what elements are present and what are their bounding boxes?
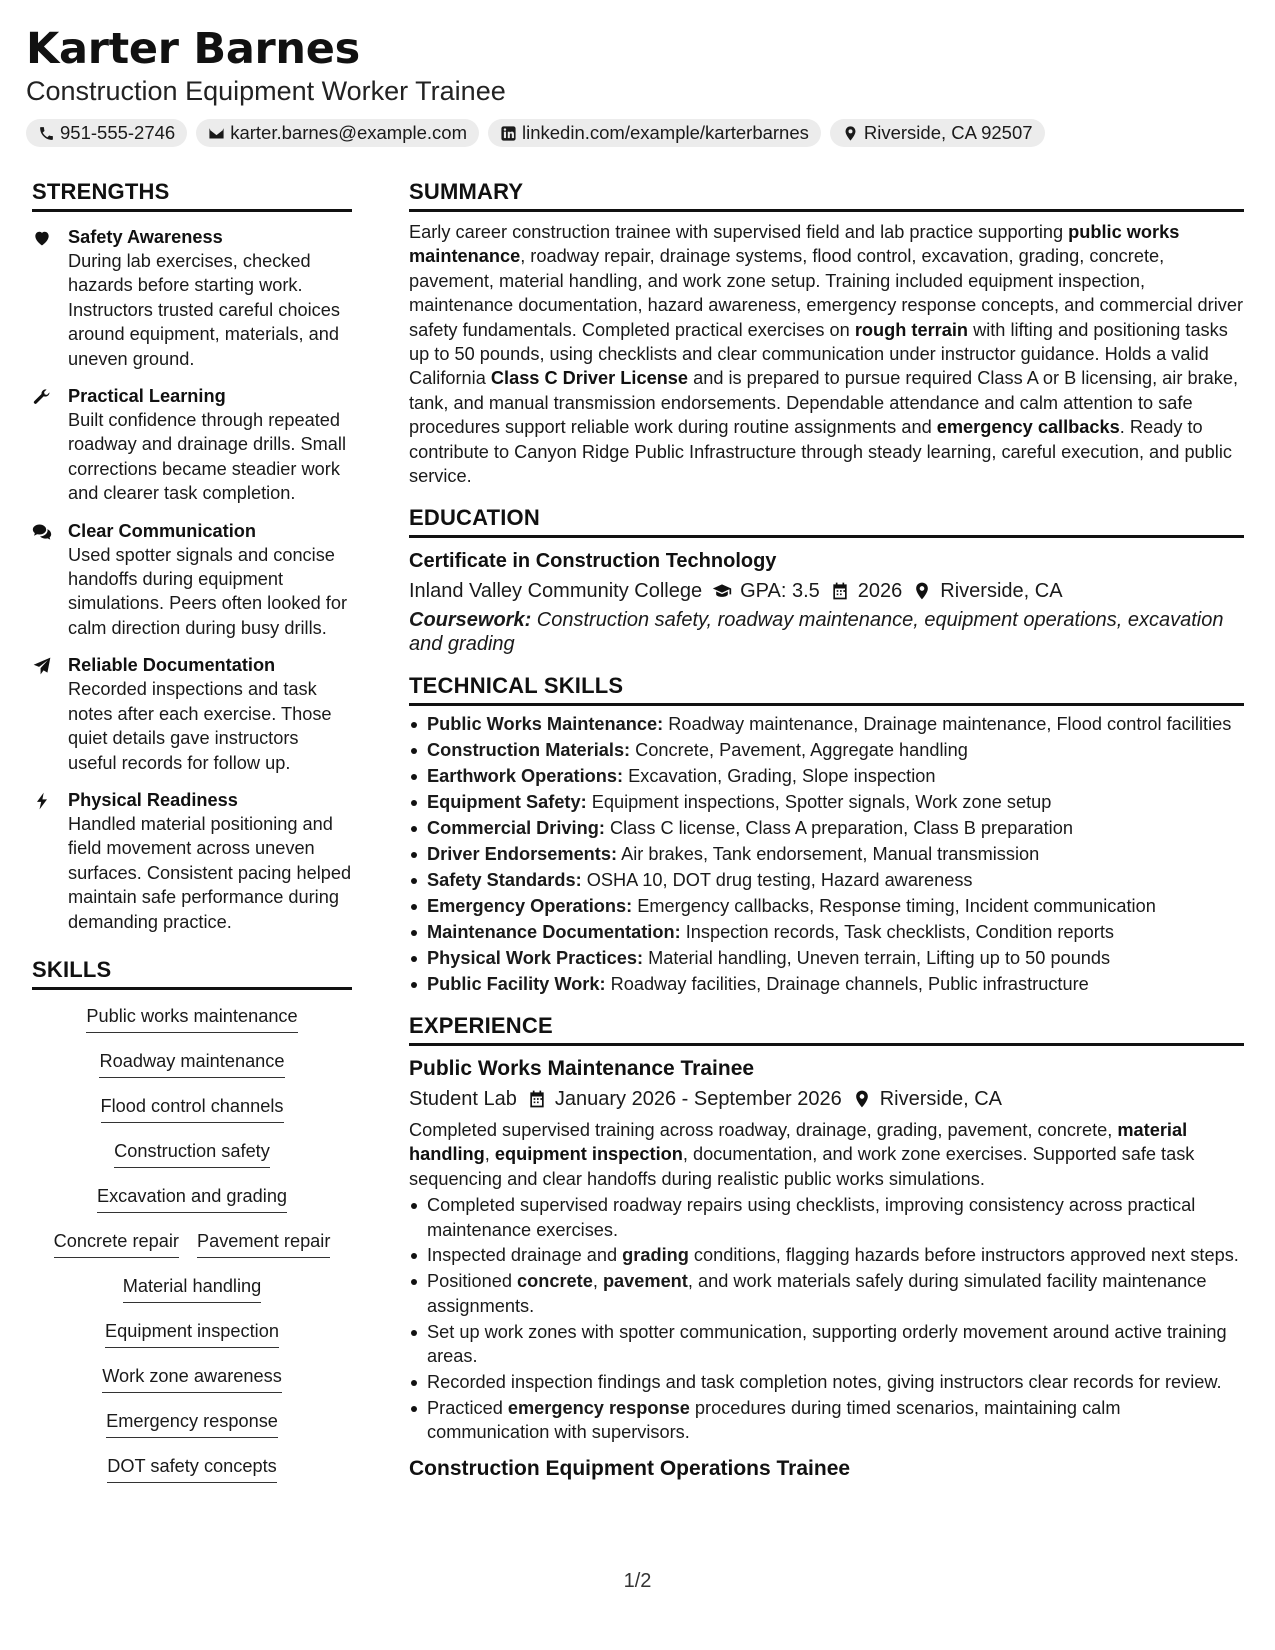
job-org: Student Lab	[409, 1087, 517, 1110]
list-item: Practiced emergency response procedures during timed scenarios, maintaining calm communication with supervisors.	[409, 1396, 1244, 1445]
contact-bar	[26, 119, 1246, 147]
location-pill[interactable]	[830, 119, 1045, 147]
list-item: Driver Endorsements: Air brakes, Tank endorsement, Manual transmission	[409, 842, 1244, 866]
calendar-icon	[527, 1089, 547, 1109]
list-item: Public Facility Work: Roadway facilities, Drainage channels, Public infrastructure	[409, 972, 1244, 996]
email-pill[interactable]	[196, 119, 479, 147]
job-dates: January 2026 - September 2026	[554, 1087, 842, 1110]
page-number: 1/2	[623, 1570, 652, 1592]
list-item: Commercial Driving: Class C license, Class A preparation, Class B preparation	[409, 816, 1244, 840]
job-location: Riverside, CA	[879, 1087, 1002, 1110]
school-location: Riverside, CA	[940, 580, 1063, 603]
list-item: Equipment Safety: Equipment inspections, Spotter signals, Work zone setup	[409, 790, 1244, 814]
skill-tag: Equipment inspection	[105, 1319, 279, 1348]
list-item: Emergency Operations: Emergency callbacks, Response timing, Incident communication	[409, 894, 1244, 918]
school-name: Inland Valley Community College	[409, 580, 703, 603]
right-column	[409, 178, 1244, 1482]
list-item: Positioned concrete, pavement, and work materials safely during simulated facility maintenance assignments.	[409, 1269, 1244, 1318]
calendar-icon	[830, 581, 850, 601]
education-meta	[409, 577, 1244, 605]
strength-item	[32, 653, 352, 775]
resume-header	[26, 24, 1246, 147]
linkedin-icon	[500, 125, 517, 142]
skill-tag: Material handling	[123, 1274, 262, 1303]
list-item: Completed supervised roadway repairs using checklists, improving consistency across practical maintenance exercises.	[409, 1193, 1244, 1242]
candidate-name: Karter Barnes	[26, 24, 360, 74]
bolt-icon	[32, 791, 52, 811]
phone-text: 951-555-2746	[60, 122, 176, 143]
map-pin-icon	[852, 1089, 872, 1109]
job-title: Public Works Maintenance Trainee	[409, 1056, 755, 1080]
education-heading: EDUCATION	[409, 504, 1244, 538]
wrench-icon	[32, 387, 52, 407]
strength-desc: Used spotter signals and concise handoffs during equipment simulations. Peers often looked for calm direction during busy drills.	[68, 544, 348, 638]
linkedin-pill[interactable]	[488, 119, 821, 147]
heart-icon	[32, 228, 52, 248]
experience-section	[409, 1012, 1244, 1482]
list-item: Construction Materials: Concrete, Pavement, Aggregate handling	[409, 738, 1244, 762]
coursework: Coursework: Construction safety, roadway maintenance, equipment operations, excavation and grading	[409, 609, 1224, 656]
phone-icon	[38, 125, 55, 142]
technical-skills-list	[409, 712, 1244, 995]
location-text: Riverside, CA 92507	[863, 122, 1033, 143]
strength-item	[32, 788, 352, 934]
strengths-heading: STRENGTHS	[32, 178, 352, 212]
grad-year: 2026	[857, 580, 903, 603]
strength-title: Safety Awareness	[68, 227, 223, 247]
strength-item	[32, 225, 352, 371]
list-item: Recorded inspection findings and task completion notes, giving instructors clear records for review.	[409, 1370, 1244, 1394]
skill-tag: DOT safety concepts	[107, 1454, 277, 1483]
candidate-title: Construction Equipment Worker Trainee	[26, 76, 506, 106]
job-bullets	[409, 1193, 1244, 1445]
comments-icon	[32, 522, 52, 542]
strength-title: Physical Readiness	[68, 789, 238, 810]
email-text: karter.barnes@example.com	[230, 122, 467, 143]
linkedin-text: linkedin.com/example/karterbarnes	[522, 122, 809, 143]
skill-tag: Work zone awareness	[102, 1364, 282, 1393]
list-item: Inspected drainage and grading conditions, flagging hazards before instructors approved next steps.	[409, 1243, 1244, 1267]
strength-desc: Handled material positioning and field movement across uneven surfaces. Consistent pacing helped maintain safe performance during demanding practice.	[68, 813, 352, 932]
map-pin-icon	[912, 581, 932, 601]
skill-tag: Construction safety	[114, 1139, 270, 1168]
strength-item	[32, 384, 352, 506]
list-item: Safety Standards: OSHA 10, DOT drug testing, Hazard awareness	[409, 868, 1244, 892]
strength-item	[32, 519, 352, 641]
education-section	[409, 504, 1244, 656]
skill-tag: Roadway maintenance	[99, 1049, 284, 1078]
technical-skills-section	[409, 672, 1244, 995]
gpa: GPA: 3.5	[740, 580, 820, 603]
list-item: Physical Work Practices: Material handling, Uneven terrain, Lifting up to 50 pounds	[409, 946, 1244, 970]
list-item: Set up work zones with spotter communication, supporting orderly movement around active training areas.	[409, 1320, 1244, 1369]
skill-tag: Emergency response	[106, 1409, 278, 1438]
list-item: Maintenance Documentation: Inspection records, Task checklists, Condition reports	[409, 920, 1244, 944]
experience-heading: EXPERIENCE	[409, 1012, 1244, 1046]
left-column	[32, 178, 352, 1499]
job-title: Construction Equipment Operations Trainee	[409, 1456, 851, 1480]
strength-title: Reliable Documentation	[68, 655, 276, 676]
list-item: Earthwork Operations: Excavation, Grading, Slope inspection	[409, 764, 1244, 788]
degree-title: Certificate in Construction Technology	[409, 550, 777, 573]
skills-section	[32, 956, 352, 1499]
skills-heading: SKILLS	[32, 956, 352, 990]
skill-tag: Public works maintenance	[86, 1004, 297, 1033]
envelope-icon	[208, 125, 225, 142]
phone-pill[interactable]	[26, 119, 187, 147]
job-intro: Completed supervised training across roadway, drainage, grading, pavement, concrete, material handling, equipment inspection, documentation, and work zone exercises. Supported safe task sequencing and clear handoffs during realistic public works simulations.	[409, 1119, 1195, 1189]
summary-heading: SUMMARY	[409, 178, 1244, 212]
strength-title: Clear Communication	[68, 520, 256, 541]
summary-text: Early career construction trainee with supervised field and lab practice supporting public works maintenance, roadway repair, drainage systems, flood control, excavation, grading, concrete, pavement, material handling, and work zone setup. Training included equipment inspection, maintenance documentation, hazard awareness, emergency response concepts, and commercial driver safety fundamentals. Completed practical exercises on rough terrain with lifting and positioning tasks up to 50 pounds, using checklists and clear communication under instructor guidance. Holds a valid California Class C Driver License and is prepared to pursue required Class A or B licensing, air brake, tank, and manual transmission endorsements. Dependable attendance and calm attention to safe procedures support reliable work during routine assignments and emergency callbacks. Ready to contribute to Canyon Ridge Public Infrastructure through steady learning, careful execution, and public service.	[409, 222, 1244, 487]
strength-desc: During lab exercises, checked hazards before starting work. Instructors trusted careful choices around equipment, materials, and uneven ground.	[68, 251, 340, 369]
skill-tag-list	[32, 990, 352, 1499]
skill-tag: Flood control channels	[101, 1094, 284, 1123]
graduation-cap-icon	[712, 581, 732, 601]
map-pin-icon	[842, 125, 859, 142]
strength-desc: Built confidence through repeated roadway and drainage drills. Small corrections became steadier work and clearer task completion.	[68, 410, 347, 504]
paper-plane-icon	[32, 656, 52, 676]
job-meta	[409, 1085, 1244, 1113]
skill-tag: Excavation and grading	[97, 1184, 287, 1213]
strength-title: Practical Learning	[68, 386, 226, 407]
technical-skills-heading: TECHNICAL SKILLS	[409, 672, 1244, 706]
list-item: Public Works Maintenance: Roadway maintenance, Drainage maintenance, Flood control facilities	[409, 712, 1244, 736]
skill-tag: Concrete repair	[54, 1229, 179, 1258]
skill-tag: Pavement repair	[197, 1229, 330, 1258]
strength-desc: Recorded inspections and task notes after each exercise. Those quiet details gave instructors useful records for follow up.	[68, 679, 332, 773]
